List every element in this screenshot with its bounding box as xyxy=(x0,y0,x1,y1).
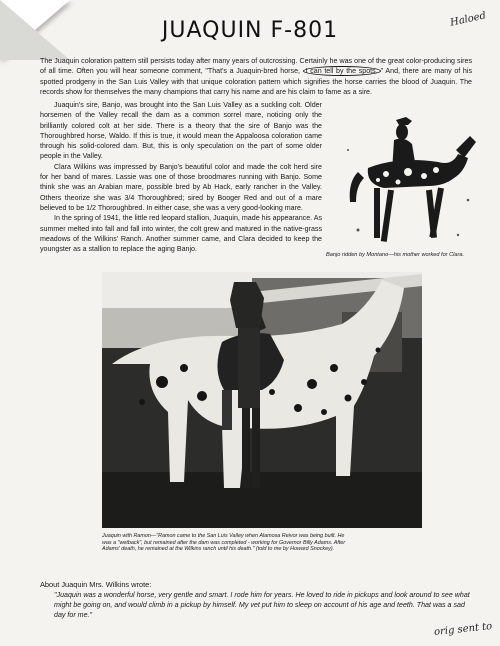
handwritten-note-bottom: orig sent to xyxy=(433,620,493,639)
caption-large-photo: Juaquin with Ramon—"Ramon came to the San Luis Valley when Alamosa Reivor was being built. He was a "wetback", but remained after the dam was completed - working for Governor Billy Adams. After Adams' death, he remained at the Wilkins ranch until his death." (told to me by Howard Snockey). xyxy=(102,533,346,553)
intro-paragraph xyxy=(40,56,472,98)
body-column xyxy=(40,100,322,254)
body-paragraph-1: Juaquin's sire, Banjo, was brought into the San Luis Valley as a suckling colt. Older horsemen of the Valley recall the dam as a common sorrel mare, noticing only the brilliantly colored colt at her side. There is a theory that the sire of Banjo was the Thoroughbred horse, Waldo. If this is true, it would mean the Appaloosa coloration came through his solid-colored dam. But, this is only speculation on the part of some older people in the Valley. xyxy=(40,101,322,161)
intro-text-start: The Juaquin coloration pattern still persists today after many years of outcrossing. Certainly he was one of the great color-producing sires of all time. Often you will hear someone comment, "That's a Juaquin-bred horse, xyxy=(40,57,472,76)
photo-juaquin-with-ramon xyxy=(102,272,422,528)
intro-text-end: " And, there are many of his spotted prodgeny in the San Luis Valley with that unique coloration pattern which signifies the horse carries the blood of Juaquin. The records show for themselves the many champions that carry his name and are his claim to fame as a sire. xyxy=(40,67,472,97)
wilkins-quote: "Juaquin was a wonderful horse, very gentle and smart. I rode him for years. He loved to ride in pickups and look around to see what might be going on, and would climb in a pickup by himself. My vet put him to sleep on account of his age and teeth. That was a sad day for me." xyxy=(54,591,470,619)
handwritten-note-top: Haloed xyxy=(449,10,487,29)
page-title: JUAQUIN F-801 xyxy=(161,18,339,43)
body-paragraph-2: Clara Wilkins was impressed by Banjo's beautiful color and made the colt herd sire for her band of mares. Lassie was one of those broodmares running with Banjo. Some think she was an Arabian mare, possible bred by Ab Hack, early rancher in the Valley. Others theorize she was 3/4 Thoroughbred; sired by Booger Red and out of a mare believed to be 1/2 Thoroughbred. In either case, she was a very good-looking mare. xyxy=(40,162,322,212)
body-paragraph-3: In the spring of 1941, the little red leopard stallion, Juaquin, made his appearance. As summer melted into fall and fall into winter, the colt grew and matured in the native-grass meadows of the Wilkins' Ranch. Another summer came, and Clara decided to keep the youngster as a stallion to replace the aging Banjo. xyxy=(40,214,322,254)
about-label: About Juaquin Mrs. Wilkins wrote: xyxy=(40,580,152,589)
circled-phrase: I can tell by the spots. xyxy=(303,66,381,76)
caption-small-photo: Banjo ridden by Montano—his mother worked for Clara. xyxy=(326,252,465,258)
photo-banjo-with-rider xyxy=(338,110,478,250)
